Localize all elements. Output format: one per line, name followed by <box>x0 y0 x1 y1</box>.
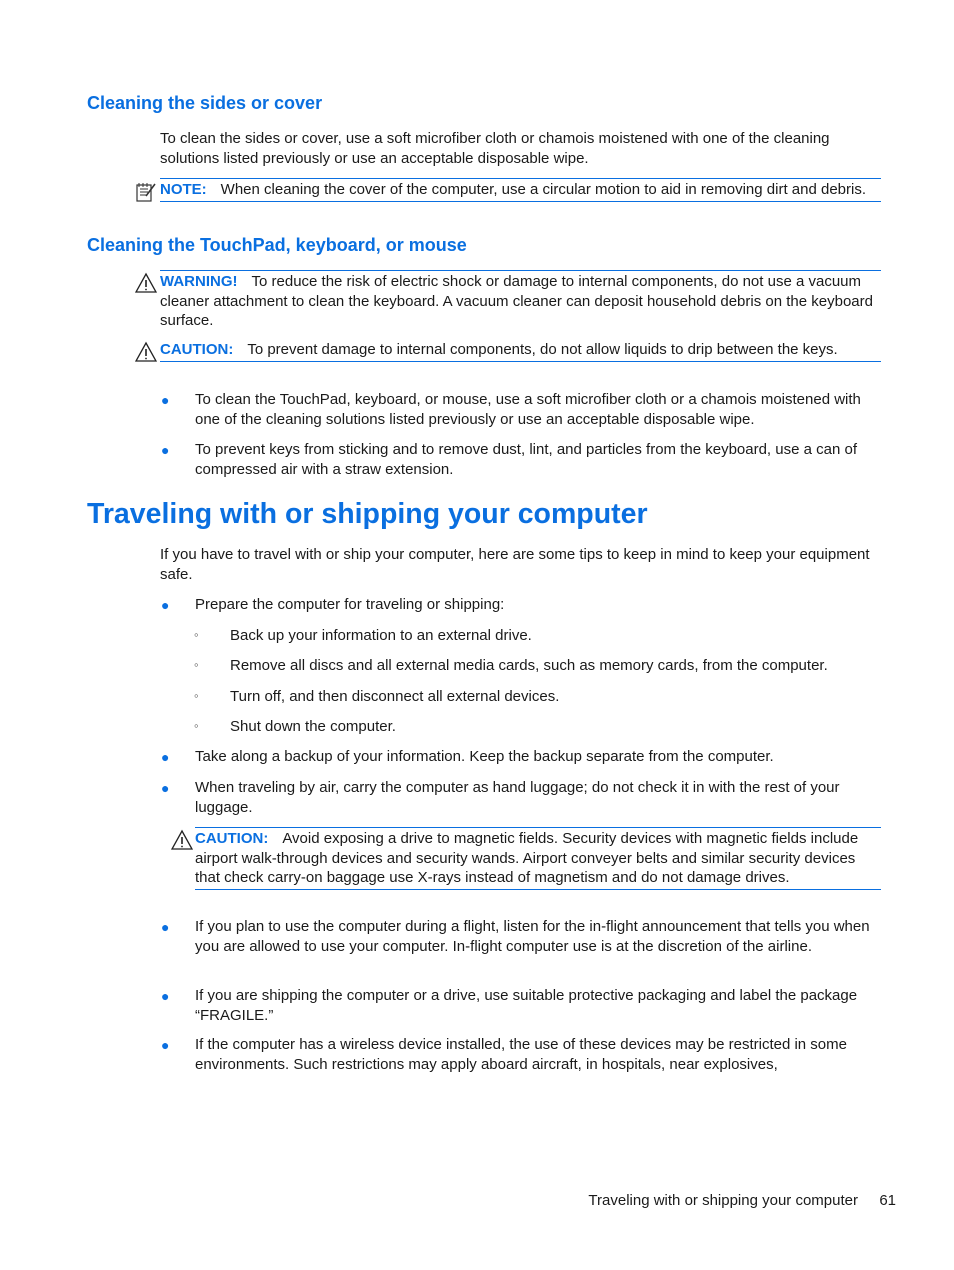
section-heading-cleaning-touchpad: Cleaning the TouchPad, keyboard, or mouse <box>87 235 467 255</box>
warning-box <box>160 270 881 332</box>
sub-list-item-text: Shut down the computer. <box>230 718 396 735</box>
subbullet-marker: ◦ <box>194 718 199 733</box>
list-item-text: When traveling by air, carry the computer as hand luggage; do not check it in with the rest of your luggage. <box>195 779 840 816</box>
caution-text: To prevent damage to internal components, do not allow liquids to drip between the keys. <box>247 341 838 358</box>
bullet-marker: ● <box>161 749 170 765</box>
sub-list-item <box>194 626 890 646</box>
caution-box <box>160 339 881 362</box>
list-item-text: If the computer has a wireless device installed, the use of these devices may be restricted in some environments. Such restrictions may apply aboard aircraft, in hospitals, near explosives, <box>195 1036 847 1073</box>
sub-list-item-text: Back up your information to an external drive. <box>230 627 532 644</box>
page-number: 61 <box>879 1192 896 1209</box>
list-item-text: To prevent keys from sticking and to remove dust, lint, and particles from the keyboard, use a can of compressed air with a straw extension. <box>195 441 857 478</box>
list-item <box>161 917 881 956</box>
list-item-text: If you plan to use the computer during a flight, listen for the in-flight announcement that tells you when you are allowed to use your computer. In-flight computer use is at the discretion of the airline. <box>195 918 870 955</box>
paragraph-traveling-intro: If you have to travel with or ship your computer, here are some tips to keep in mind to keep your equipment safe. <box>160 546 870 583</box>
warning-label: WARNING! <box>160 273 238 290</box>
sub-list-item-text: Turn off, and then disconnect all external devices. <box>230 688 560 705</box>
sub-list-item <box>194 717 890 737</box>
caution-text: Avoid exposing a drive to magnetic fields. Security devices with magnetic fields include airport walk-through devices and security wands. Airport conveyer belts and similar security devices that check carry-on baggage use X-rays instead of magnetism and do not damage drives. <box>195 830 859 886</box>
bullet-marker: ● <box>161 780 170 796</box>
sub-list-item <box>194 687 890 707</box>
subbullet-marker: ◦ <box>194 657 199 672</box>
paragraph-cleaning-sides: To clean the sides or cover, use a soft microfiber cloth or chamois moistened with one of the cleaning solutions listed previously or use an acceptable disposable wipe. <box>160 130 830 167</box>
subbullet-marker: ◦ <box>194 688 199 703</box>
caution-label: CAUTION: <box>195 830 269 847</box>
section-heading-cleaning-sides: Cleaning the sides or cover <box>87 93 323 113</box>
warning-icon <box>135 272 157 294</box>
note-box <box>160 178 881 202</box>
list-item-text: If you are shipping the computer or a drive, use suitable protective packaging and label the package “FRAGILE.” <box>195 987 858 1024</box>
bullet-marker: ● <box>161 597 170 613</box>
sub-list-item-text: Remove all discs and all external media cards, such as memory cards, from the computer. <box>230 657 828 674</box>
caution-label: CAUTION: <box>160 341 234 358</box>
note-label: NOTE: <box>160 181 207 198</box>
bullet-marker: ● <box>161 442 170 458</box>
bullet-marker: ● <box>161 392 170 408</box>
note-icon <box>135 181 157 203</box>
list-item-text: Take along a backup of your information. Keep the backup separate from the computer. <box>195 748 774 765</box>
list-item <box>161 440 881 479</box>
bullet-marker: ● <box>161 1037 170 1053</box>
page-footer <box>0 1192 954 1212</box>
caution-box <box>195 827 881 890</box>
chapter-heading-traveling: Traveling with or shipping your computer <box>87 498 648 530</box>
note-text: When cleaning the cover of the computer, use a circular motion to aid in removing dirt and debris. <box>220 181 867 198</box>
bullet-marker: ● <box>161 988 170 1004</box>
list-item <box>161 986 881 1025</box>
list-item <box>161 778 881 817</box>
caution-icon <box>171 829 193 851</box>
subbullet-marker: ◦ <box>194 627 199 642</box>
list-item <box>161 1035 881 1074</box>
warning-text: To reduce the risk of electric shock or damage to internal components, do not use a vacuum cleaner attachment to clean the keyboard. A vacuum cleaner can deposit household debris on the keyboard surface. <box>160 273 873 329</box>
list-item-text: Prepare the computer for traveling or shipping: <box>195 596 505 613</box>
sub-list-item <box>194 656 890 676</box>
list-item-text: To clean the TouchPad, keyboard, or mouse, use a soft microfiber cloth or a chamois moistened with one of the cleaning solutions listed previously or use an acceptable disposable wipe. <box>195 391 861 428</box>
bullet-marker: ● <box>161 919 170 935</box>
footer-title: Traveling with or shipping your computer <box>588 1192 858 1209</box>
caution-icon <box>135 341 157 363</box>
list-item <box>161 390 881 429</box>
list-item <box>161 747 881 767</box>
list-item <box>161 595 881 615</box>
